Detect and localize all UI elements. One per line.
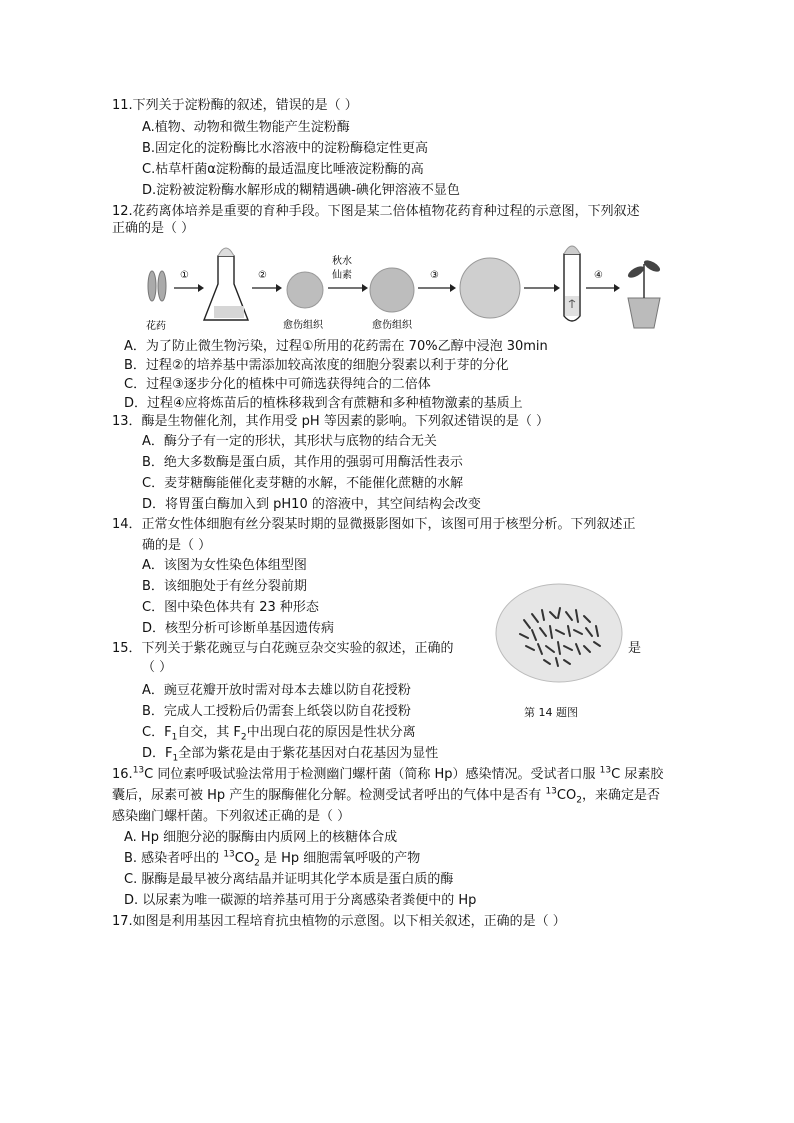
label-colchicine-2: 仙素 [332, 270, 352, 281]
q12-option-b: B．过程②的培养基中需添加较高浓度的细胞分裂素以利于芽的分化 [124, 358, 509, 373]
q16-option-c: C. 脲酶是最早被分离结晶并证明其化学本质是蛋白质的酶 [124, 872, 454, 887]
label-callus-2: 愈伤组织 [372, 320, 412, 331]
label-colchicine-1: 秋水 [332, 256, 352, 267]
q12-stem-line1: 12.花药离体培养是重要的育种手段。下图是某二倍体植物花药育种过程的示意图，下列叙述 [112, 204, 640, 219]
q15-option-b: B．完成人工授粉后仍需套上纸袋以防自花授粉 [142, 704, 411, 719]
q11-option-c: C.枯草杆菌α淀粉酶的最适温度比唾液淀粉酶的高 [142, 162, 424, 177]
q14-option-d: D．核型分析可诊断单基因遗传病 [142, 621, 335, 636]
q15-stem-line2: （ ） [142, 660, 173, 675]
q16-stem-line3: 感染幽门螺杆菌。下列叙述正确的是（ ） [112, 809, 351, 824]
step-2-label: ② [258, 270, 267, 281]
q14-option-a: A．该图为女性染色体组型图 [142, 558, 307, 573]
test-tube [564, 246, 580, 321]
q17-stem: 17.如图是利用基因工程培育抗虫植物的示意图。以下相关叙述，正确的是（ ） [112, 914, 566, 929]
label-callus-1: 愈伤组织 [283, 320, 323, 331]
step-1-label: ① [180, 270, 189, 281]
q14-chromosome-micrograph [494, 582, 624, 684]
callus-2 [370, 268, 414, 312]
q11-option-a: A.植物、动物和微生物能产生淀粉酶 [142, 120, 350, 135]
q14-figure-caption: 第 14 题图 [524, 706, 578, 719]
q13-option-d: D．将胃蛋白酶加入到 pH10 的溶液中，其空间结构会改变 [142, 497, 481, 512]
label-anther: 花药 [146, 321, 166, 332]
q13-option-a: A．酶分子有一定的形状，其形状与底物的结合无关 [142, 434, 437, 449]
potted-plant [626, 258, 662, 328]
q12-stem-line2: 正确的是（ ） [112, 221, 195, 236]
callus-cluster [460, 258, 520, 318]
q11-option-b: B.固定化的淀粉酶比水溶液中的淀粉酶稳定性更高 [142, 141, 429, 156]
q16-option-b: B. 感染者呼出的 $^{13}CO_2$ 是 Hp 细胞需氧呼吸的产物 [124, 849, 421, 869]
q12-option-c: C．过程③逐步分化的植株中可筛选获得纯合的二倍体 [124, 377, 431, 392]
q15-stem-end: 是 [628, 641, 642, 656]
callus-1 [287, 272, 323, 308]
q13-option-b: B．绝大多数酶是蛋白质，其作用的强弱可用酶活性表示 [142, 455, 463, 470]
q16-stem-line1: 16.13C 同位素呼吸试验法常用于检测幽门螺杆菌（简称 Hp）感染情况。受试者口服 $^{13}$C 尿素胶 [112, 765, 664, 782]
q15-option-c: C．$F_1$自交，其 $F_2$中出现白花的原因是性状分离 [142, 725, 416, 743]
q14-stem-line2: 确的是（ ） [142, 538, 212, 553]
culture-flask [204, 248, 248, 320]
q13-option-c: C．麦芽糖酶能催化麦芽糖的水解，不能催化蔗糖的水解 [142, 476, 464, 491]
q15-option-a: A．豌豆花瓣开放时需对母本去雄以防自花授粉 [142, 683, 411, 698]
q12-option-d: D．过程④应将炼苗后的植株移栽到含有蔗糖和多种植物激素的基质上 [124, 396, 523, 411]
q15-option-d: D．$F_1$全部为紫花是由于紫花基因对白花基因为显性 [142, 746, 439, 764]
q16-stem-line2: 囊后，尿素可被 Hp 产生的脲酶催化分解。检测受试者呼出的气体中是否有 $^{13}CO_2$，来确定是否 [112, 786, 660, 806]
q14-option-c: C．图中染色体共有 23 种形态 [142, 600, 319, 615]
q13-stem: 13．酶是生物催化剂，其作用受 pH 等因素的影响。下列叙述错误的是（ ） [112, 414, 549, 429]
q12-option-a: A．为了防止微生物污染，过程①所用的花药需在 70%乙醇中浸泡 30min [124, 339, 548, 354]
step-3-label: ③ [430, 270, 439, 281]
q15-stem: 15．下列关于紫花豌豆与白花豌豆杂交实验的叙述，正确的 [112, 641, 454, 656]
q11-stem: 11.下列关于淀粉酶的叙述，错误的是（ ） [112, 98, 358, 113]
anther-illustration [148, 271, 166, 301]
step-4-label: ④ [594, 270, 603, 281]
q14-stem-line1: 14．正常女性体细胞有丝分裂某时期的显微摄影图如下，该图可用于核型分析。下列叙述正 [112, 517, 636, 532]
q16-option-a: A. Hp 细胞分泌的脲酶由内质网上的核糖体合成 [124, 830, 398, 845]
q11-option-d: D.淀粉被淀粉酶水解形成的糊精遇碘-碘化钾溶液不显色 [142, 183, 460, 198]
q12-anther-culture-figure [140, 236, 680, 336]
q16-option-d: D. 以尿素为唯一碳源的培养基可用于分离感染者粪便中的 Hp [124, 893, 477, 908]
q14-option-b: B．该细胞处于有丝分裂前期 [142, 579, 307, 594]
